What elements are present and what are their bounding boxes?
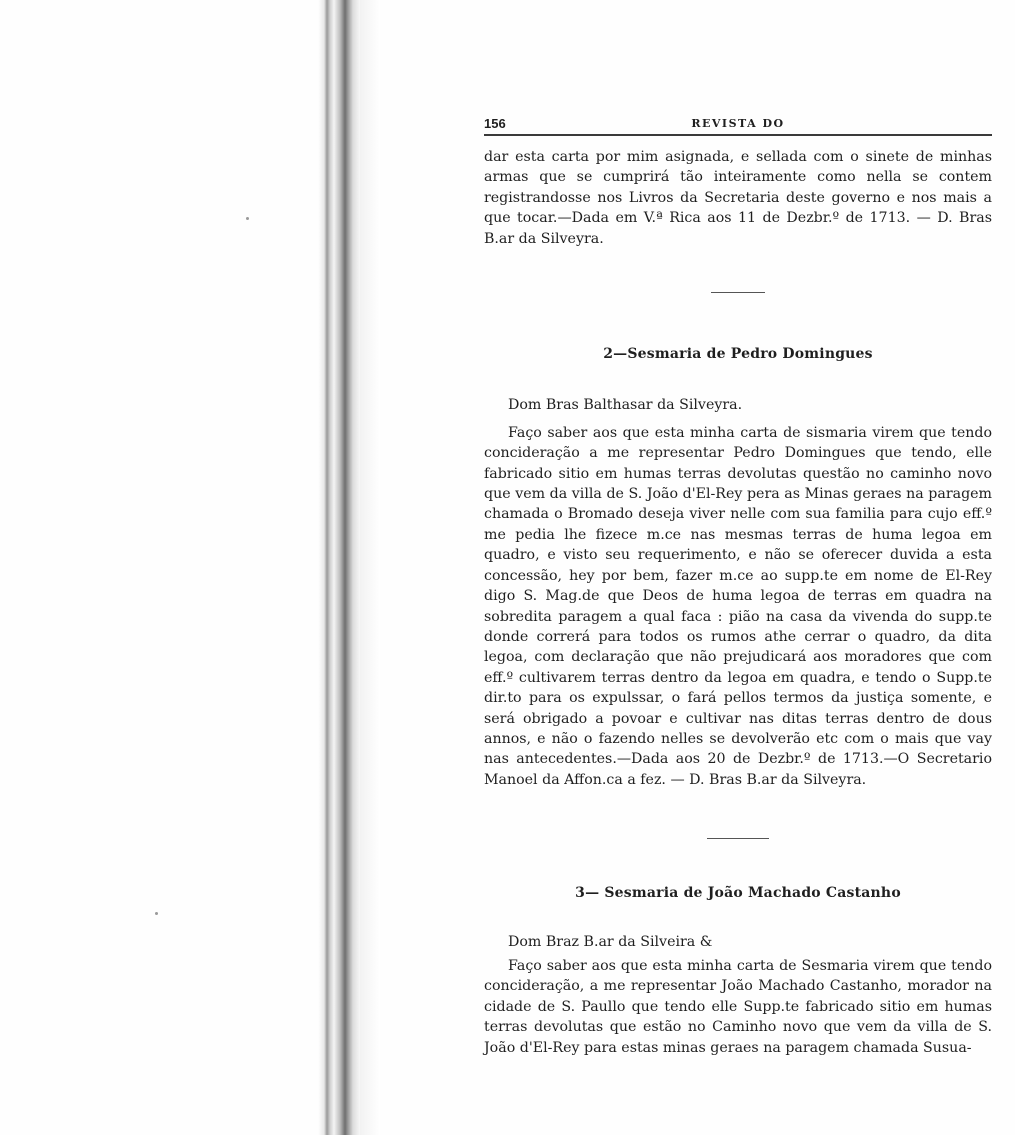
scan-speck xyxy=(246,217,249,220)
section-2-heading: 2—Sesmaria de Pedro Domingues xyxy=(603,346,873,363)
section-2-salutation: Dom Bras Balthasar da Silveyra. xyxy=(508,397,743,414)
page-header xyxy=(484,114,992,132)
page-number: 156 xyxy=(484,116,506,131)
section-2-paragraph: Faço saber aos que esta minha carta de sismaria virem que tendo concideração a me representar Pedro Domingues que tendo, elle fabricado sitio em humas terras devolutas questão no caminho novo que vem da villa de S. João d'El-Rey pera as Minas geraes na paragem chamada o Bromado deseja viver nelle com sua familia para cujo eff.º me pedia lhe fizece m.ce nas mesmas terras de huma legoa em quadro, e visto seu requerimento, e não se oferecer duvida a esta concessão, hey por bem, fazer m.ce ao supp.te em nome de El-Rey digo S. Mag.de que Deos de huma legoa de terras em quadra na sobredita paragem a qual faca : pião na casa da vivenda do supp.te donde correrá para todos os rumos athe cerrar o quadro, da dita legoa, com declaração que não prejudicará aos moradores que com eff.º cultivarem terras dentro da legoa em quadra, e tendo o Supp.te dir.to para os expulssar, o fará pellos termos da justiça somente, e será obrigado a povoar e cultivar nas ditas terras dentro de dous annos, e não o fazendo nelles se devolverão etc com o mais que vay nas antecedentes.—Dada aos 20 de Dezbr.º de 1713.—O Secretario Manoel da Affon.ca a fez. — D. Bras B.ar da Silveyra. xyxy=(484,424,992,788)
section-3-paragraph: Faço saber aos que esta minha carta de Sesmaria virem que tendo concideração, a me representar João Machado Castanho, morador na cidade de S. Paullo que tendo elle Supp.te fabricado sitio em humas terras devolutas que estão no Caminho novo que vem da villa de S. João d'El-Rey para estas minas geraes na paragem chamada Susua- xyxy=(484,957,992,1056)
section-3-heading: 3— Sesmaria de João Machado Castanho xyxy=(575,885,901,902)
section-3-salutation: Dom Braz B.ar da Silveira & xyxy=(508,933,713,950)
scan-speck xyxy=(155,912,158,915)
section-divider xyxy=(711,292,765,293)
book-gutter xyxy=(318,0,360,1135)
running-head: REVISTA DO xyxy=(691,117,785,130)
section-divider xyxy=(707,838,769,839)
opening-paragraph: dar esta carta por mim asignada, e sellada com o sinete de minhas armas que se cumprirá tão inteiramente como nella se contem registrandosse nos Livros da Secretaria deste governo e nos mais a que tocar.—Dada em V.ª Rica aos 11 de Dezbr.º de 1713. — D. Bras B.ar da Silveyra. xyxy=(484,149,992,247)
gutter-shadow xyxy=(360,0,380,1135)
text-column xyxy=(484,114,992,1058)
